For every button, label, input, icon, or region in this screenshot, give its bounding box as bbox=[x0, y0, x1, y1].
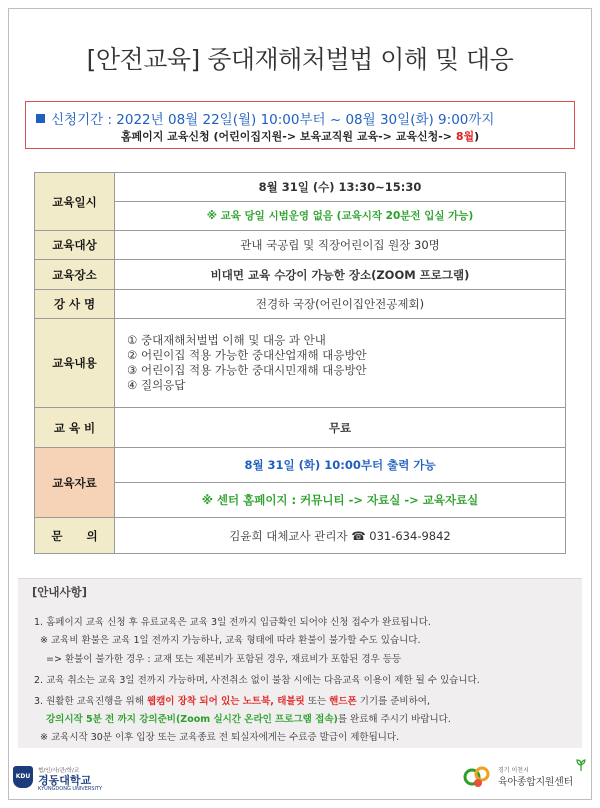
sprout-icon bbox=[576, 759, 586, 771]
route-end: ) bbox=[474, 130, 480, 143]
education-info-table bbox=[34, 172, 566, 554]
table-row-target bbox=[35, 231, 566, 260]
childcare-center-icon bbox=[462, 760, 492, 790]
notice-line-6: 강의시작 5분 전 까지 강의준비(Zoom 실시간 온라인 프로그램 접속)를 완료해 주시기 바랍니다. bbox=[46, 714, 451, 725]
material-date: 8월 31일 (화) 10:00부터 출력 가능 bbox=[115, 448, 565, 483]
lecturer-value: 전경하 국장(어린이집안전공제회) bbox=[115, 290, 566, 319]
notice-line-7: ※ 교육시작 30분 이후 입장 또는 교육종료 전 퇴실자에게는 수료증 발급이 제한됩니다. bbox=[40, 732, 400, 743]
center-name: 육아종합지원센터 bbox=[498, 777, 573, 788]
target-value: 관내 국공립 및 직장어린이집 원장 30명 bbox=[115, 231, 566, 260]
fee-label: 교 육 비 bbox=[35, 408, 115, 448]
table-row-place bbox=[35, 260, 566, 290]
table-row-content bbox=[35, 319, 566, 408]
notice-line-2: ※ 교육비 환불은 교육 1일 전까지 가능하나, 교육 형태에 따라 환불이 불가할 수도 있습니다. bbox=[40, 635, 421, 646]
notice-line-4: 2. 교육 취소는 교육 3일 전까지 가능하며, 사전취소 없이 불참 시에는 다음교육 이용이 제한 될 수 있습니다. bbox=[34, 675, 480, 686]
place-label: 교육장소 bbox=[35, 260, 115, 290]
square-bullet-icon bbox=[36, 114, 45, 123]
table-row-date bbox=[35, 173, 566, 231]
notice-line-1: 1. 홈페이지 교육 신청 후 유료교육은 교육 3일 전까지 입금확인 되어야 신청 접수가 완료됩니다. bbox=[34, 617, 431, 628]
university-motto: 협/인/사/관/학/교 bbox=[38, 768, 80, 774]
application-period-box bbox=[25, 101, 575, 149]
lecturer-label: 강 사 명 bbox=[35, 290, 115, 319]
content-label: 교육내용 bbox=[35, 319, 115, 408]
center-region: 경기 이천시 bbox=[498, 767, 529, 774]
inquiry-label: 문 의 bbox=[35, 518, 115, 554]
university-english-name: KYUNGDONG UNIVERSITY bbox=[38, 786, 103, 792]
period-text: 신청기간 : 2022년 08월 22일(월) 10:00부터 ~ 08월 30일(화) 9:00까지 bbox=[51, 112, 495, 128]
content-item: ② 어린이집 적용 가능한 중대산업재해 대응방안 bbox=[127, 348, 367, 362]
route-month: 8월 bbox=[455, 130, 475, 143]
notice-line-5: 3. 원활한 교육진행을 위해 웹캠이 장착 되어 있는 노트북, 태블릿 또는 핸드폰 기기를 준비하여, bbox=[34, 696, 430, 707]
table-row-lecturer bbox=[35, 290, 566, 319]
fee-value: 무료 bbox=[115, 408, 566, 448]
table-row-inquiry bbox=[35, 518, 566, 554]
application-period bbox=[36, 108, 494, 128]
university-logo bbox=[13, 766, 123, 794]
date-value: 8월 31일 (수) 13:30~15:30 bbox=[115, 173, 565, 202]
route-text: 홈페이지 교육신청 (어린이집지원-> 보육교직원 교육-> 교육신청-> bbox=[120, 130, 456, 143]
date-label: 교육일시 bbox=[35, 173, 115, 231]
content-item: ① 중대재해처벌법 이해 및 대응 과 안내 bbox=[127, 333, 326, 347]
place-value: 비대면 교육 수강이 가능한 장소(ZOOM 프로그램) bbox=[115, 260, 566, 290]
childcare-center-logo bbox=[462, 758, 592, 796]
content-item: ④ 질의응답 bbox=[127, 378, 186, 392]
notice-title: [안내사항] bbox=[32, 585, 87, 599]
content-item: ③ 어린이집 적용 가능한 중대시민재해 대응방안 bbox=[127, 363, 367, 377]
inquiry-value: 김윤희 대체교사 관리자 ☎ 031-634-9842 bbox=[115, 518, 566, 554]
table-row-fee bbox=[35, 408, 566, 448]
university-name: 경동대학교 bbox=[38, 774, 92, 787]
date-note: ※ 교육 당일 시범운영 없음 (교육시작 20분전 입실 가능) bbox=[206, 210, 474, 222]
notice-section bbox=[18, 578, 582, 748]
content-list bbox=[115, 319, 566, 408]
university-emblem-icon: KDU bbox=[13, 766, 33, 788]
material-label: 교육자료 bbox=[35, 448, 115, 518]
page-title: [안전교육] 중대재해처벌법 이해 및 대응 bbox=[86, 45, 514, 74]
material-location: ※ 센터 홈페이지 : 커뮤니티 -> 자료실 -> 교육자료실 bbox=[201, 493, 479, 507]
target-label: 교육대상 bbox=[35, 231, 115, 260]
notice-line-3: => 환불이 불가한 경우 : 교재 또는 제본비가 포함된 경우, 재료비가 포함된 경우 등등 bbox=[46, 654, 402, 665]
table-row-material bbox=[35, 448, 566, 518]
application-route bbox=[26, 128, 574, 144]
